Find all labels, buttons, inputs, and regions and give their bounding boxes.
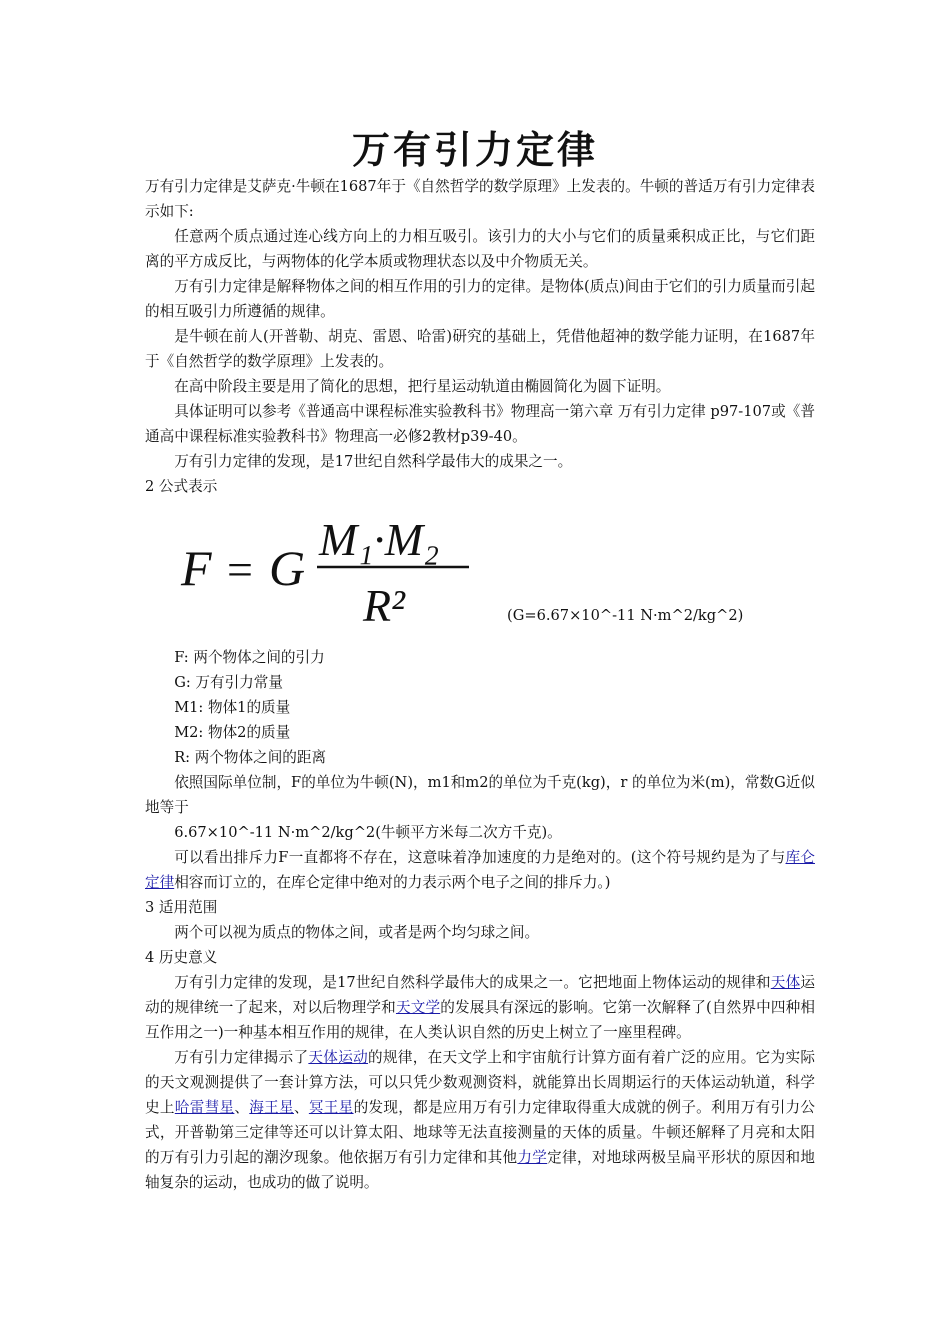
app-text-c: 的发现，都是应用万有引力定律取得重大成就的例子。利用万有引力公式，开普勒第三定律等还可以计算太阳、地球等无法直接测量的天体的质量。牛顿还解释了月亮和太阳的万有引力引起的潮汐现象。他依据万有引力定律和其他 (145, 1099, 815, 1166)
app-text-d: 定律，对地球两极呈扁平形状的原因和地轴复杂的运动，也成功的做了说明。 (145, 1149, 815, 1191)
hist-text-a: 万有引力定律的发现，是17世纪自然科学最伟大的成果之一。它把地面上物体运动的规律和 (174, 974, 771, 991)
app-text-a: 万有引力定律揭示了 (174, 1049, 309, 1066)
scope-paragraph: 两个可以视为质点的物体之间，或者是两个均匀球之间。 (174, 924, 540, 941)
var-G: G: 万有引力常量 (174, 674, 283, 691)
hist-text-c: 的发展具有深远的影响。它第一次解释了(自然界中四种相互作用之一)一种基本相互作用的规律，在人类认识自然的历史上树立了一座里程碑。 (145, 999, 815, 1041)
document-body (145, 174, 815, 1195)
astronomy-link[interactable]: 天文学 (395, 999, 441, 1016)
app-sep-1: 、 (234, 1099, 250, 1116)
history-paragraph: 是牛顿在前人(开普勒、胡克、雷恩、哈雷)研究的基础上，凭借他超神的数学能力证明，在1687年于《自然哲学的数学原理》上发表的。 (145, 328, 815, 370)
law-explanation: 万有引力定律是解释物体之间的相互作用的引力的定律。是物体(质点)间由于它们的引力质量而引起的相互吸引力所遵循的规律。 (145, 278, 815, 320)
sign-text-b: 相容而订立的，在库仑定律中绝对的力表示两个电子之间的排斥力。) (174, 874, 611, 891)
document-title: 万有引力定律 (351, 127, 598, 172)
app-text-b: 的规律，在天文学上和宇宙航行计算方面有着广泛的应用。它为实际的天文观测提供了一套计算方法，可以只凭少数观测资料，就能算出长周期运行的天体运动轨道，科学史上 (145, 1049, 815, 1116)
sign-convention-paragraph (145, 845, 815, 895)
section-heading-formula: 2 公式表示 (145, 478, 218, 495)
mechanics-link[interactable]: 力学 (517, 1149, 548, 1166)
gravitational-constant-note: (G=6.67×10^-11 N·m^2/kg^2) (507, 607, 744, 624)
history-significance-paragraph (145, 970, 815, 1045)
formula-G: G (269, 540, 306, 596)
formula-denominator: R² (363, 580, 405, 631)
sign-text-a: 可以看出排斥力F一直都将不存在，这意味着净加速度的力是绝对的。(这个符号规约是为了与 (174, 849, 786, 866)
highschool-paragraph: 在高中阶段主要是用了简化的思想，把行星运动轨道由椭圆简化为圆下证明。 (174, 378, 671, 395)
pluto-link[interactable]: 冥王星 (308, 1099, 354, 1116)
neptune-link[interactable]: 海王星 (249, 1099, 294, 1116)
formula-numerator: M₁·M₂ (319, 514, 440, 565)
formula-equals: = (227, 544, 253, 595)
formula-F: F (181, 540, 212, 596)
var-R: R: 两个物体之间的距离 (174, 749, 327, 766)
intro-paragraph: 万有引力定律是艾萨克·牛顿在1687年于《自然哲学的数学原理》上发表的。牛顿的普适万有引力定律表示如下: (145, 178, 815, 220)
app-sep-2: 、 (293, 1099, 309, 1116)
var-F: F: 两个物体之间的引力 (174, 649, 325, 666)
hist-text-b: 运动的规律统一了起来，对以后物理学和 (145, 974, 815, 1016)
g-value: 6.67×10^-11 N·m^2/kg^2(牛顿平方米每二次方千克)。 (174, 824, 562, 841)
applications-paragraph (145, 1045, 815, 1195)
section-heading-history: 4 历史意义 (145, 949, 218, 966)
law-statement: 任意两个质点通过连心线方向上的力相互吸引。该引力的大小与它们的质量乘积成正比，与它们距离的平方成反比，与两物体的化学本质或物理状态以及中介物质无关。 (145, 228, 815, 270)
reference-paragraph: 具体证明可以参考《普通高中课程标准实验教科书》物理高一第六章 万有引力定律 p97-107或《普通高中课程标准实验教科书》物理高一必修2教材p39-40。 (145, 403, 815, 445)
significance-paragraph: 万有引力定律的发现，是17世纪自然科学最伟大的成果之一。 (174, 453, 573, 470)
halley-comet-link[interactable]: 哈雷彗星 (174, 1099, 235, 1116)
var-M2: M2: 物体2的质量 (174, 724, 291, 741)
celestial-motion-link[interactable]: 天体运动 (308, 1049, 369, 1066)
coulomb-law-link[interactable]: 库仑定律 (145, 849, 815, 891)
units-paragraph: 依照国际单位制，F的单位为牛顿(N)，m1和m2的单位为千克(kg)，r 的单位为米(m)，常数G近似地等于 (145, 774, 815, 816)
section-heading-scope: 3 适用范围 (145, 899, 218, 916)
gravitation-formula (177, 503, 477, 633)
celestial-body-link[interactable]: 天体 (770, 974, 801, 991)
formula-block (145, 499, 815, 645)
var-M1: M1: 物体1的质量 (174, 699, 291, 716)
